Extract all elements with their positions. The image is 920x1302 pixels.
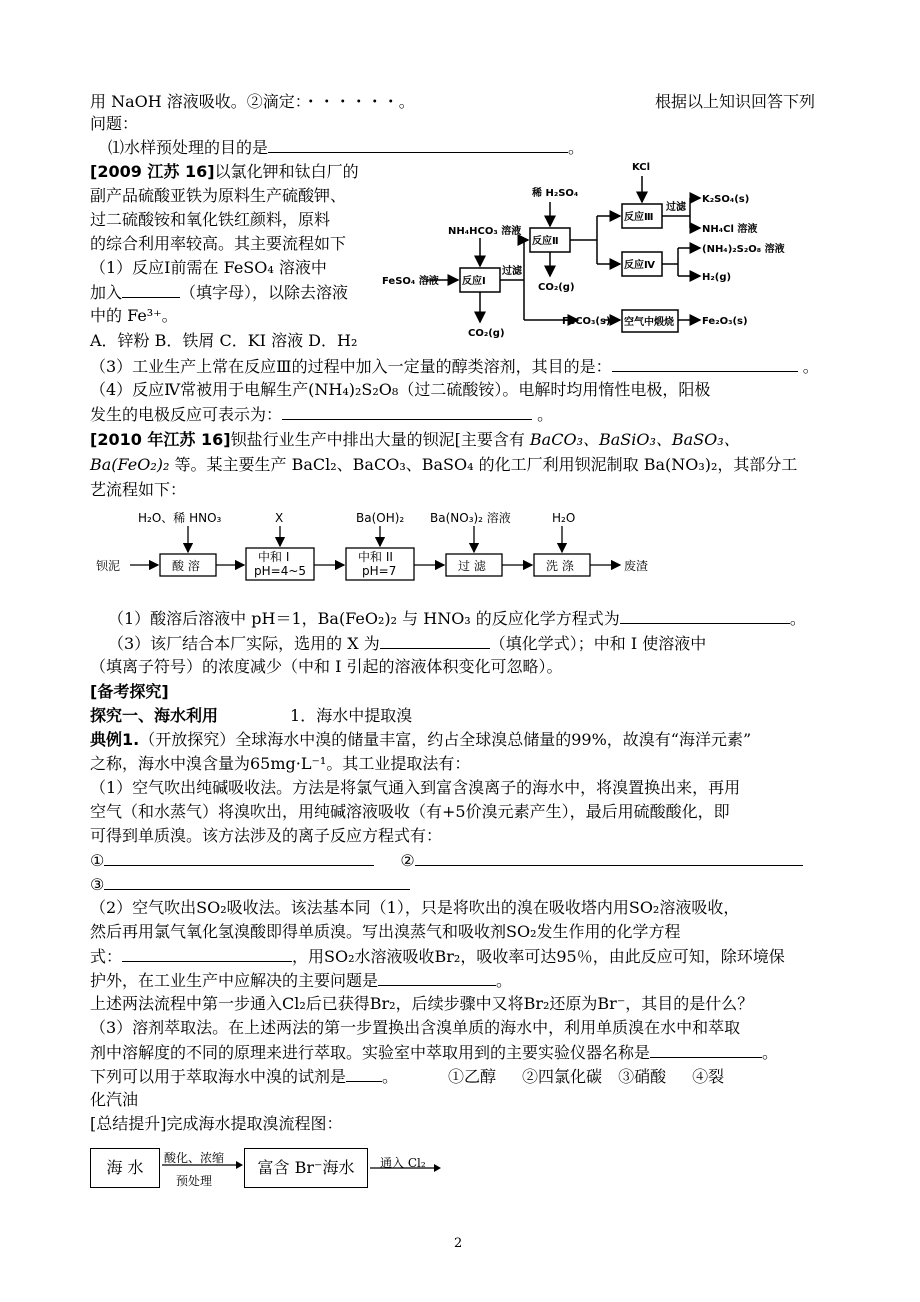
arrow1 (160, 1160, 244, 1170)
step-n1-ph: pH=4~5 (254, 564, 307, 578)
step-filter: 过 滤 (458, 559, 486, 573)
step-acid: 酸 溶 (172, 559, 200, 573)
label-dilute-h2so4: 稀 H₂SO₄ (532, 188, 579, 199)
answer-blank[interactable] (122, 946, 292, 962)
method3-line2: 剂中溶解度的不同的原理来进行萃取。实验室中萃取用到的主要实验仪器名称是 。 (90, 1043, 779, 1062)
method2-line4: 护外，在工业生产中应解决的主要问题是 。 (90, 971, 513, 990)
q2009-tag: [2009 江苏 16] (90, 162, 215, 181)
question-pretreatment: ⑴水样预处理的目的是 。 (108, 138, 585, 157)
summary-heading: [总结提升]完成海水提取溴流程图： (90, 1114, 343, 1133)
input-baoh2: Ba(OH)₂ (356, 511, 405, 525)
q2010-flow-diagram (90, 510, 680, 590)
q2009-q4-line2: 发生的电极反应可表示为： 。 (90, 405, 554, 424)
answer-blank[interactable] (612, 356, 798, 372)
q2009-q4: （4）反应Ⅳ常被用于电解生产(NH₄)₂S₂O₈（过二硫酸铵）。电解时均用惰性电极，阳极 (90, 380, 711, 399)
step-n2-ph: pH=7 (362, 564, 397, 578)
step-n1-label: 中和 I (258, 550, 290, 564)
method2-line2: 然后再用氯气氧化氢溴酸即得单质溴。写出溴蒸气和吸收剂SO₂发生作用的化学方程 (90, 922, 681, 941)
label-nh4hco3: NH₄HCO₃ 溶液 (448, 226, 522, 237)
label-r3: 反应Ⅲ (624, 212, 654, 223)
example-line1: 典例1.（开放探究）全球海水中溴的储量丰富，约占全球溴总储量的99%，故溴有“海洋元素” (90, 730, 752, 749)
label-co2-a: CO₂(g) (468, 328, 505, 339)
page-number: 2 (454, 1236, 463, 1251)
method1-line2: 空气（和水蒸气）将溴吹出，用纯碱溶液吸收（有+5价溴元素产生），最后用硫酸酸化，即 (90, 802, 730, 821)
start-mud: 钡泥 (96, 559, 121, 573)
input-acid: H₂O、稀 HNO₃ (138, 511, 222, 525)
option-3: ③硝酸 (618, 1067, 667, 1086)
input-x: X (275, 511, 284, 525)
q2009-options: A．锌粉 B．铁屑 C．KI 溶液 D．H₂ (90, 331, 358, 350)
answer-blank[interactable] (282, 404, 532, 420)
topic-heading: 探究一、海水利用 1．海水中提取溴 (90, 706, 413, 725)
answer-blank[interactable] (122, 282, 180, 298)
equation-blanks-1-2: ① ② (90, 850, 803, 871)
seawater-box: 海 水 (90, 1148, 160, 1188)
label-h2: H₂(g) (702, 272, 732, 283)
rich-bromide-box: 富含 Br⁻海水 (244, 1148, 368, 1188)
end-residue: 废渣 (624, 559, 649, 573)
q2010-q3: （3）该厂结合本厂实际，选用的 X 为 （填化学式）；中和 I 使溶液中 (108, 634, 707, 653)
arrow2 (368, 1163, 442, 1173)
arrow1-bottom-label: 预处理 (176, 1174, 213, 1188)
label-calcine: 空气中煅烧 (624, 317, 674, 328)
option-1: ①乙醇 (448, 1067, 497, 1086)
q2010-q3-line2: （填离子符号）的浓度减少（中和 I 引起的溶液体积变化可忽略）。 (90, 657, 563, 676)
option-2: ②四氯化碳 (522, 1067, 603, 1086)
section-heading: [备考探究] (90, 682, 169, 701)
q2009-line2: 副产品硫酸亚铁为原料生产硫酸钾、 (90, 186, 347, 205)
label-co2-b: CO₂(g) (538, 282, 575, 293)
label-r2: 反应Ⅱ (532, 236, 559, 247)
label-r4: 反应Ⅳ (624, 260, 655, 271)
label-r1: 反应Ⅰ (462, 276, 486, 287)
answer-blank[interactable] (346, 1066, 382, 1082)
q2010-tag: [2010 年江苏 16] (90, 430, 231, 449)
method3-line4: 化汽油 (90, 1090, 139, 1109)
label-feso4: FeSO₄ 溶液 (382, 276, 439, 287)
q2010-q1: （1）酸溶后溶液中 pH＝1，Ba(FeO₂)₂ 与 HNO₃ 的反应化学方程式为 。 (108, 609, 806, 628)
equation-blank-3: ③ (90, 874, 410, 895)
purpose-question: 上述两法流程中第一步通入Cl₂后已获得Br₂，后续步骤中又将Br₂还原为Br⁻，其目的是什么？ (90, 994, 754, 1013)
method2-line1: （2）空气吹出SO₂吸收法。该法基本同（1），只是将吹出的溴在吸收塔内用SO₂溶液吸收， (90, 898, 740, 917)
method1-line1: （1）空气吹出纯碱吸收法。方法是将氯气通入到富含溴离子的海水中，将溴置换出来，再用 (90, 778, 741, 797)
method1-line3: 可得到单质溴。该方法涉及的离子反应方程式有： (90, 826, 443, 845)
method3-line1: （3）溶剂萃取法。在上述两法的第一步置换出含溴单质的海水中，利用单质溴在水中和萃取 (90, 1018, 741, 1037)
answer-blank[interactable] (415, 850, 803, 866)
q2009-line4: 的综合利用率较高。其主要流程如下 (90, 234, 347, 253)
label-filter-2: 过滤 (666, 202, 686, 213)
q2009-q3: （3）工业生产上常在反应Ⅲ的过程中加入一定量的醇类溶剂，其目的是： 。 (90, 357, 819, 376)
answer-blank[interactable] (104, 874, 410, 890)
q2009-line1: [2009 江苏 16]以氯化钾和钛白厂的 (90, 162, 359, 181)
line-naoh: 用 NaOH 溶液吸收。②滴定：・・・・・・。 (90, 92, 415, 111)
arrow2-top-label: 通入 Cl₂ (380, 1156, 426, 1170)
step-wash: 洗 涤 (546, 559, 574, 573)
answer-blank[interactable] (378, 970, 496, 986)
q2010-line2: Ba(FeO₂)₂ 等。某主要生产 BaCl₂、BaCO₃、BaSO₄ 的化工厂利用钡泥制取 Ba(NO₃)₂，其部分工 (90, 455, 798, 474)
answer-blank[interactable] (380, 633, 490, 649)
q2009-line6: 加入 （填字母），以除去溶液 (90, 283, 349, 302)
arrow1-top-label: 酸化、浓缩 (164, 1151, 225, 1165)
line-questions: 问题： (90, 114, 139, 133)
q2009-line5: （1）反应Ⅰ前需在 FeSO₄ 溶液中 (90, 258, 327, 277)
step-n2-label: 中和 II (358, 550, 393, 564)
method2-line3: 式： ，用SO₂水溶液吸收Br₂，吸收率可达95％，由此反应可知，除环境保 (90, 947, 785, 966)
answer-blank[interactable] (620, 608, 790, 624)
input-bano3: Ba(NO₃)₂ 溶液 (430, 511, 511, 525)
answer-blank[interactable] (268, 137, 568, 153)
answer-blank[interactable] (650, 1042, 762, 1058)
line-answer-following: 根据以上知识回答下列 (655, 92, 816, 111)
option-4: ④裂 (692, 1067, 725, 1086)
label-nh4cl: NH₄Cl 溶液 (702, 224, 758, 235)
input-h2o: H₂O (552, 511, 576, 525)
label-kcl: KCl (632, 162, 651, 173)
answer-blank[interactable] (104, 850, 374, 866)
label-filter-1: 过滤 (502, 266, 522, 277)
q2010-line1: [2010 年江苏 16]钡盐行业生产中排出大量的钡泥[主要含有 BaCO₃、BaSiO₃、BaSO₃、 (90, 430, 740, 449)
q2009-line3: 过二硫酸铵和氧化铁红颜料，原料 (90, 210, 331, 229)
method3-line3: 下列可以用于萃取海水中溴的试剂是 。 ①乙醇 ②四氯化碳 ③硝酸 ④裂 (90, 1067, 725, 1086)
label-k2so4: K₂SO₄(s) (702, 194, 750, 205)
q2009-line7: 中的 Fe³⁺。 (90, 306, 178, 325)
q2010-line3: 艺流程如下： (90, 480, 187, 499)
example-line2: 之称，海水中溴含量为65mg·L⁻¹。其工业提取法有： (90, 754, 471, 773)
label-nh4s2o8: (NH₄)₂S₂O₈ 溶液 (702, 244, 785, 255)
q2009-flow-diagram (382, 158, 785, 348)
label-feco3: FeCO₃(s) (562, 316, 611, 327)
label-fe2o3: Fe₂O₃(s) (702, 316, 748, 327)
